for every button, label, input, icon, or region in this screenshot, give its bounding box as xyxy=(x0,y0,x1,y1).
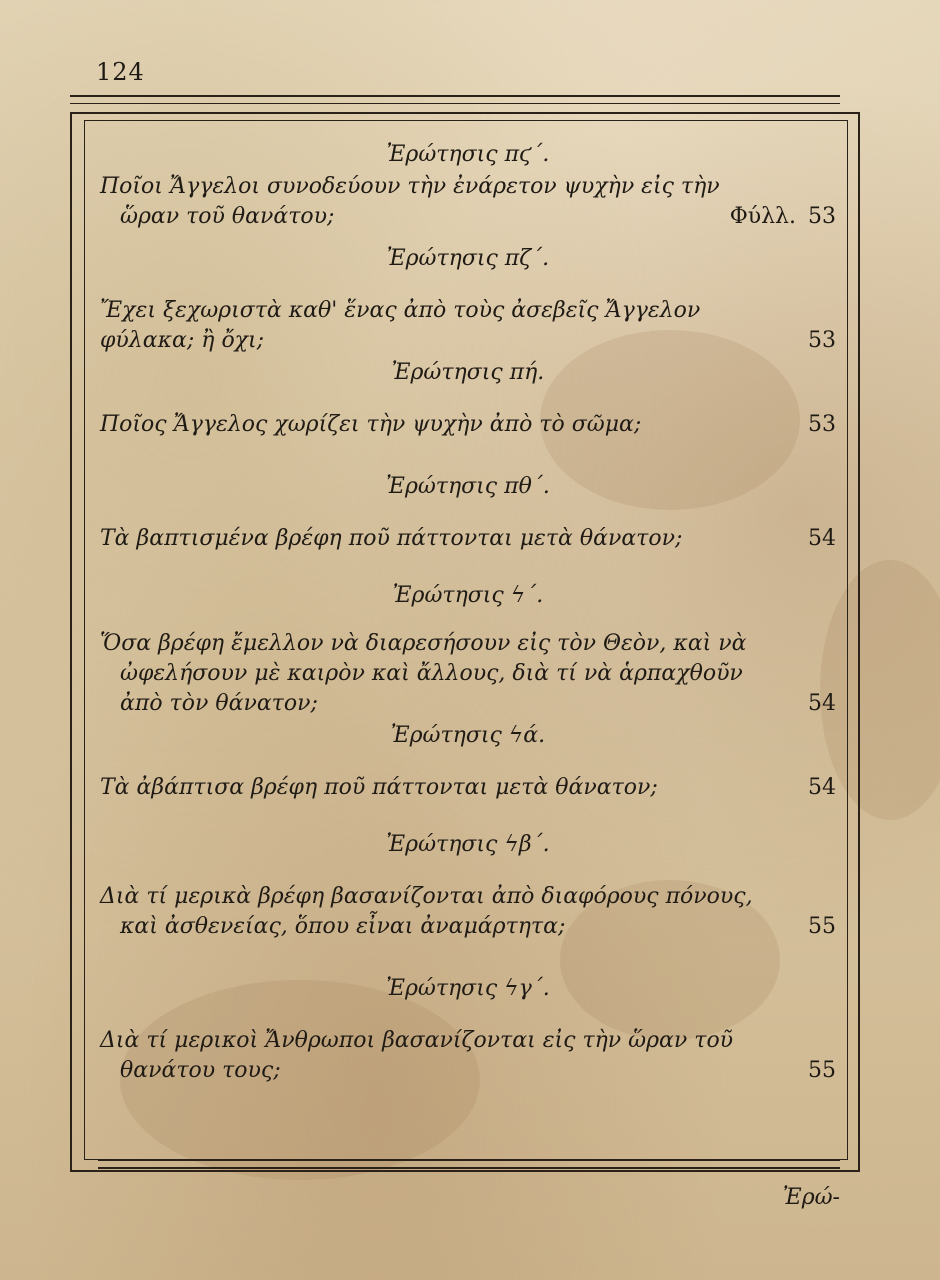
top-rule xyxy=(70,95,840,104)
page-reference: 54 xyxy=(808,526,836,551)
question-heading: Ἐρώτησις ϟβ΄. xyxy=(386,832,550,857)
question-text xyxy=(100,882,836,942)
page-reference: 53 xyxy=(808,204,836,229)
question-text xyxy=(100,296,836,356)
question-line: φύλακα; ἢ ὄχι; xyxy=(100,328,265,353)
question-line: Τὰ ἀβάπτισα βρέφη ποῦ πάττονται μετὰ θάνατον; xyxy=(100,775,658,800)
question-line: Ποῖοι Ἄγγελοι συνοδεύουν τὴν ἐνάρετον ψυχὴν εἰς τὴν xyxy=(100,174,720,199)
question-entry xyxy=(100,972,836,1086)
question-heading: Ἐρώτησις ϟ΄. xyxy=(392,583,544,608)
question-line: Ὅσα βρέφη ἔμελλον νὰ διαρεσήσουν εἰς τὸν Θεὸν, καὶ νὰ xyxy=(100,631,747,656)
question-text xyxy=(100,524,836,554)
question-entry xyxy=(100,242,836,356)
question-text xyxy=(100,1026,836,1086)
question-entry xyxy=(100,356,836,440)
catchword: Ἐρώ- xyxy=(782,1185,840,1210)
folio-abbrev: Φύλλ. xyxy=(729,204,796,229)
question-entry xyxy=(100,579,836,719)
question-text xyxy=(100,410,836,440)
question-entry xyxy=(100,828,836,942)
question-line: Ἔχει ξεχωριστὰ καθ' ἕνας ἀπὸ τοὺς ἀσεβεῖς Ἄγγελον xyxy=(100,298,701,323)
question-entry xyxy=(100,470,836,554)
question-index xyxy=(100,138,836,1086)
page-reference: 55 xyxy=(808,1058,836,1083)
question-line: Τὰ βαπτισμένα βρέφη ποῦ πάττονται μετὰ θάνατον; xyxy=(100,526,683,551)
question-text xyxy=(100,629,836,719)
page-number: 124 xyxy=(96,58,145,86)
question-heading: Ἐρώτησις πϛ΄. xyxy=(386,142,550,167)
question-text xyxy=(100,172,836,232)
question-heading: Ἐρώτησις πζ΄. xyxy=(386,246,550,271)
question-heading: Ἐρώτησις ϟά. xyxy=(390,723,546,748)
question-line: Ποῖος Ἄγγελος χωρίζει τὴν ψυχὴν ἀπὸ τὸ σῶμα; xyxy=(100,412,642,437)
question-line: καὶ ἀσθενείας, ὅπου εἶναι ἀναμάρτητα; xyxy=(120,914,566,939)
page-reference: 54 xyxy=(808,775,836,800)
question-line: Διὰ τί μερικὰ βρέφη βασανίζονται ἀπὸ διαφόρους πόνους, xyxy=(100,884,753,909)
question-line: ὥραν τοῦ θανάτου; xyxy=(120,204,335,229)
question-line: θανάτου τους; xyxy=(120,1058,281,1083)
question-line: ἀπὸ τὸν θάνατον; xyxy=(120,691,318,716)
page-reference: 54 xyxy=(808,691,836,716)
question-line: Διὰ τί μερικοὶ Ἄνθρωποι βασανίζονται εἰς τὴν ὥραν τοῦ xyxy=(100,1028,734,1053)
question-entry xyxy=(100,719,836,803)
question-line: ὠφελήσουν μὲ καιρὸν καὶ ἄλλους, διὰ τί νὰ ἁρπαχθοῦν xyxy=(120,661,743,686)
question-heading: Ἐρώτησις πή. xyxy=(391,360,545,385)
question-heading: Ἐρώτησις πθ΄. xyxy=(386,474,550,499)
question-text xyxy=(100,773,836,803)
question-heading: Ἐρώτησις ϟγ΄. xyxy=(386,976,550,1001)
page-reference: 55 xyxy=(808,914,836,939)
page-reference: 53 xyxy=(808,328,836,353)
question-entry xyxy=(100,138,836,232)
bottom-rule xyxy=(98,1160,840,1169)
page-reference: 53 xyxy=(808,412,836,437)
